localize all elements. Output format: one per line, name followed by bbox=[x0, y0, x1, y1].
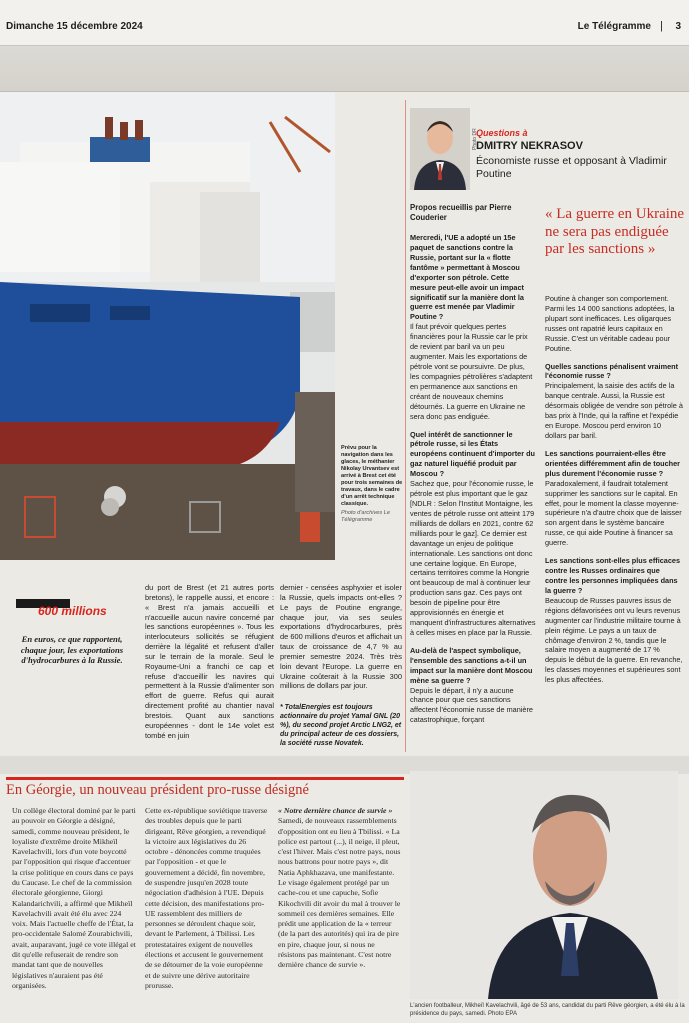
georgia-column-2: Cette ex-république soviétique traverse des troubles depuis que le parti dirigeant, Rêve géorgien, a revendiqué la victoire aux législatives du 26 octobre - dénoncées comme truquées par l'opposition - et que le gouvernement a décidé, fin novembre, de suspendre jusqu'en 2028 toute négociation d'adhésion à l'UE. Depuis cette décision, des manifestations pro-UE rassemblent des milliers de personnes se déroulent chaque soir, devant le Parlement, à Tbilissi. Les protestataires exigent de nouvelles élections et accusent le gouvernement de se détourner de la voie européenne et de suivre une dérive autoritaire prorusse. bbox=[145, 806, 268, 990]
interviewee-photo bbox=[410, 108, 470, 190]
georgia-subhead: « Notre dernière chance de survie » bbox=[278, 806, 393, 815]
article-column-1: du port de Brest (et 21 autres ports bretons), le rappelle aussi, et encore : « Brest n'a jamais accueilli et n'accueille aucun navire concerné par les sanctions européennes ». Tous les interlocuteurs sollicités se réfugient derrière la légalité et refusent d'aller sur le terrain de la morale. Seul le Royaume-Uni a franchi ce cap et refuse d'accueillir les navires qui permettent à la Russie d'alimenter son effort de guerre. Refus qui aurait directement profité au chantier naval brestois. Quant aux sanctions européennes - dont le 14e volet est tombé en juin bbox=[145, 583, 274, 740]
answer: Poutine à changer son comportement. Parmi les 14 000 sanctions adoptées, la plupart sont inefficaces. Les oligarques russes ont rapatrié leurs capitaux en Russie. C'est un véritable cadeau pour Poutine. bbox=[545, 294, 675, 353]
interviewee-name: DMITRY NEKRASOV bbox=[476, 140, 583, 152]
ship-photo bbox=[0, 92, 335, 560]
qa-block bbox=[410, 430, 536, 638]
georgia-photo bbox=[410, 771, 678, 999]
question: Mercredi, l'UE a adopté un 15e paquet de sanctions contre la Russie, portant sur la « flotte fantôme » permettant à Moscou d'exporter son pétrole. Cette mesure peut-elle avoir un impact significatif sur la manière dont la guerre est menée par Vladimir Poutine ? bbox=[410, 233, 524, 322]
header-separator: | bbox=[660, 20, 663, 32]
georgia-column-3 bbox=[278, 806, 402, 971]
question: Au-delà de l'aspect symbolique, l'ensemble des sanctions a-t-il un impact sur la manière dont Moscou mène sa guerre ? bbox=[410, 645, 533, 685]
question: Quel intérêt de sanctionner le pétrole russe, si les États européens continuent d'importer du gaz naturel liquéfié produit par Moscou ? bbox=[410, 429, 535, 479]
stat-value: 600 millions bbox=[38, 604, 107, 618]
question: Les sanctions sont-elles plus efficaces contre les Russes ordinaires que contre les personnes impliquées dans la guerre ? bbox=[545, 556, 681, 595]
qa-block bbox=[545, 449, 683, 548]
georgia-headline: En Géorgie, un nouveau président pro-russe désigné bbox=[6, 777, 404, 799]
answer: Depuis le départ, il n'y a aucune chance pour que ces sanctions affectent l'économie russe de manière catastrophique, forçant bbox=[410, 685, 533, 725]
photo-caption bbox=[341, 445, 405, 524]
answer: Sachez que, pour l'économie russe, le pétrole est plus important que le gaz [NDLR : Selon l'Institut Montaigne, les ventes de pétrole russe ont atteint 179 milliards de dollars en 2021, contre 62 milliards pour le gaz]. Ce dernier est davantage un enjeu de politique internationale. Les sanctions ont donc une certaine logique. En Europe, certains territoires comme la Hongrie ont beaucoup de mal à continuer leur production sans gaz. Ces pays ont besoin de pipeline pour être approvisionnés en énergie et manquent d'infrastructures alternatives à celles mises en place par la Russie. bbox=[410, 479, 536, 637]
stat-description: En euros, ce que rapportent, chaque jour, les exportations d'hydrocarbures à la Russie. bbox=[20, 634, 124, 666]
article-column-2: dernier - censées asphyxier et isoler la Russie, quels impacts ont-elles ? Le pays de Poutine engrange, chaque jour, via ses seules exportations d'hydrocarbures, près de 600 millions d'euros et affichait un taux de croissance de 4,7 % au premier semestre 2024. Très très loin devant l'Europe. La guerre en Ukraine coûterait à la Russie 300 millions de dollars par jour. bbox=[280, 583, 402, 691]
interview-kicker: Questions à bbox=[476, 128, 528, 138]
interview-photo-credit: Photo DR bbox=[472, 128, 478, 150]
qa-block bbox=[410, 233, 536, 422]
interviewee-role: Économiste russe et opposant à Vladimir Poutine bbox=[476, 155, 667, 181]
interview-byline: Propos recueillis par Pierre Couderier bbox=[410, 203, 512, 223]
georgia-portrait-illustration bbox=[410, 771, 678, 999]
newspaper-brand: Le Télégramme bbox=[577, 21, 651, 32]
question: Les sanctions pourraient-elles être orientées différemment afin de toucher plus durement l'économie russe ? bbox=[545, 448, 681, 478]
georgia-column-1: Un collège électoral dominé par le parti au pouvoir en Géorgie a désigné, samedi, comme nouveau président, le loyaliste d'extrême droite Mikheïl Kavelachvili, lors d'un vote boycotté par l'opposition qui risque d'accentuer la crise politique en cours dans ce pays du Caucase. Le chef de la commission électorale géorgienne, Giorgi Kalandarichvili, a affirmé que Mikheïl Kavelachvili avait été élu avec 224 voix. Mais l'actuelle cheffe de l'État, la pro-occidentale Salomé Zourabichvili, avait, auparavant, jugé ce vote illégal et dit qu'elle refuserait de rendre son mandat tant que de nouvelles législatives n'auraient pas été organisées. bbox=[12, 806, 136, 990]
georgia-column-3-text: Samedi, de nouveaux rassemblements d'opposition ont eu lieu à Tbilissi. « La police est partout (...), il neige, il pleut, c'est l'hiver. Mais c'est notre pays, nous nous battrons pour notre pays », dit Natia Aphkhazava, une manifestante. Le visage également protégé par un cache-cou et une capuche, Sofie Kikochvili dit avoir du mal à trouver le sommeil ces dernières semaines. Elle prédit une application de la « terreur (de la part des autorités) qui ira de pire en pire, chaque jour, si nous ne résistons pas maintenant. C'est notre dernière chance de survie ». bbox=[278, 816, 401, 970]
qa-block bbox=[545, 294, 683, 354]
ship-illustration bbox=[0, 92, 335, 560]
pull-quote: « La guerre en Ukraine ne sera pas endiguée par les sanctions » bbox=[545, 206, 685, 258]
caption-text: Prévu pour la navigation dans les glaces, le méthanier Nikolay Urvantsev est arrivé à Brest cet été pour trois semaines de travaux, dans le cadre d'un arrêt technique classique. bbox=[341, 445, 403, 507]
page-number: 3 bbox=[675, 21, 681, 32]
answer: Principalement, la saisie des actifs de la banque centrale. Aussi, la Russie est désormais obligée de vendre son pétrole à bas prix à l'Inde, qui la raffine et l'expédie en Europe. Moscou perd environ 10 dollars par baril. bbox=[545, 381, 683, 440]
interview-column-2 bbox=[545, 294, 683, 693]
caption-credit: Photo d'archives Le Télégramme bbox=[341, 509, 390, 523]
page-header bbox=[0, 0, 689, 46]
top-band bbox=[0, 46, 689, 92]
answer: Beaucoup de Russes pauvres issus de régions défavorisées ont vu leurs revenus augmenter car l'industrie militaire tourne à plein régime. Le pays a un taux de chômage d'environ 2 %, tandis que le salaire moyen a augmenté de 17 % depuis le début de la guerre. En revanche, les classes moyennes et supérieures sont les plus affectées. bbox=[545, 595, 683, 685]
column-divider bbox=[405, 100, 406, 752]
answer: Paradoxalement, il faudrait totalement supprimer les sanctions sur le capital. En effet, pour le moment la classe moyenne-supérieure n'a d'autre choix que de laisser son argent dans le système bancaire russe, ce qui aide Poutine à financer sa guerre. bbox=[545, 478, 682, 548]
qa-block bbox=[545, 556, 683, 685]
georgia-photo-caption: L'ancien footballeur, Mikheïl Kavelachvili, âgé de 53 ans, candidat du parti Rêve géorgien, a été élu à la présidence du pays, samedi. Photo EPA bbox=[410, 1003, 685, 1017]
portrait-illustration bbox=[410, 108, 470, 190]
qa-block bbox=[545, 362, 683, 441]
interview-column-1 bbox=[410, 233, 536, 733]
issue-date: Dimanche 15 décembre 2024 bbox=[6, 21, 143, 32]
question: Quelles sanctions pénalisent vraiment l'économie russe ? bbox=[545, 361, 679, 381]
answer: Il faut prévoir quelques pertes financières pour la Russie car le prix de revient par baril va un peu augmenter. Mais les exportations de pétrole vont se poursuivre. De plus, les compagnies pétrolières s'adaptent en permanence aux sanctions en créant de nouveaux chemins détournés. La guerre en Ukraine ne sera donc pas endiguée. bbox=[410, 322, 533, 421]
qa-block bbox=[410, 646, 536, 725]
article-footnote: * TotalEnergies est toujours actionnaire du projet Yamal GNL (20 %), du second projet Arctic LNG2, et du principal acteur de ces dossiers, la société russe Novatek. bbox=[280, 704, 402, 748]
